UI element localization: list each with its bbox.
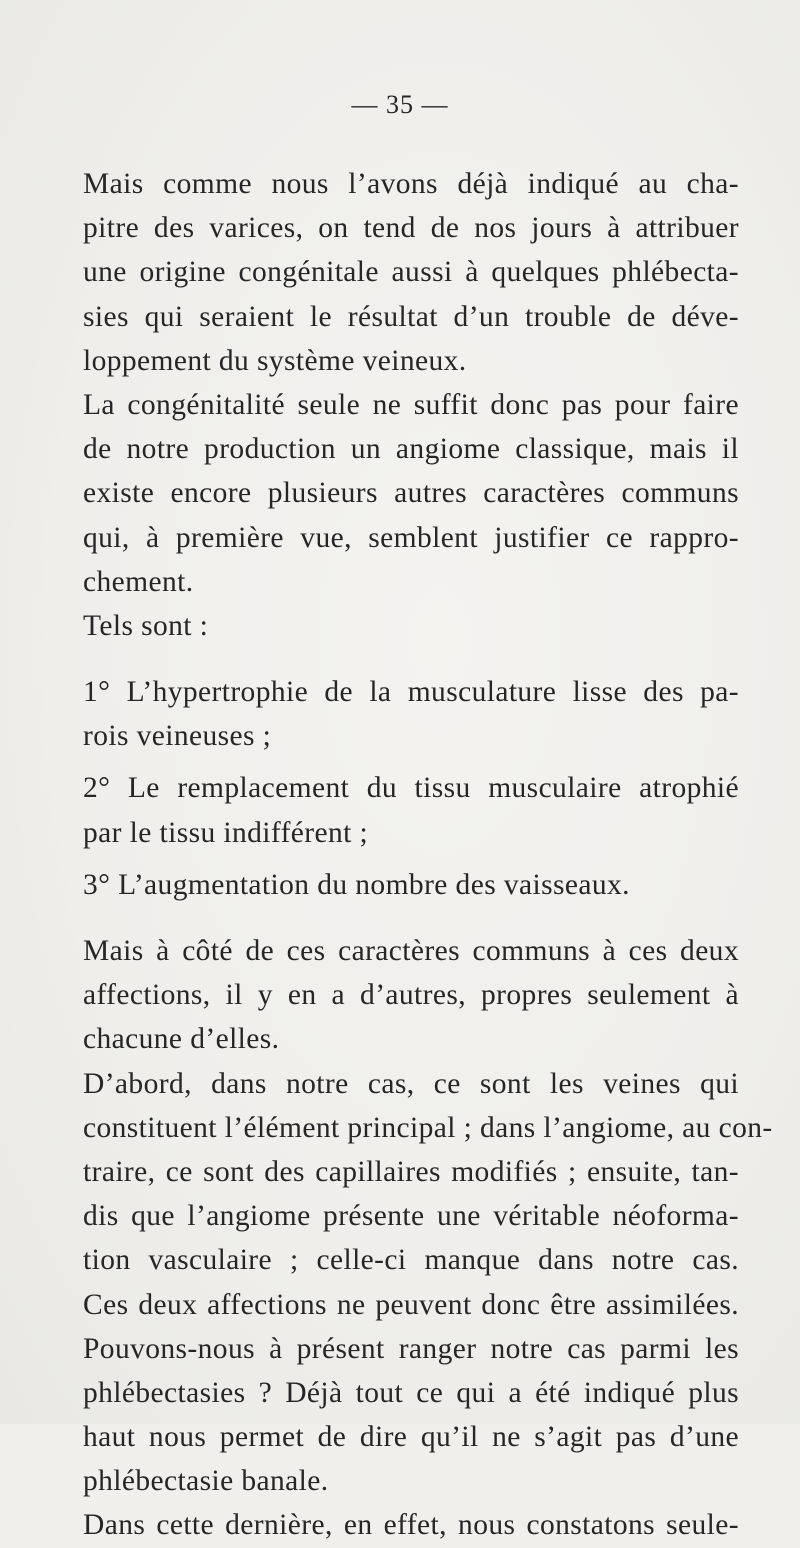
text-line: phlébectasies ? Déjà tout ce qui a été indiqué plus <box>83 1376 739 1409</box>
text-line: Ces deux affections ne peuvent donc être assimilées. <box>83 1288 739 1321</box>
text-line: La congénitalité seule ne suffit donc pas pour faire <box>83 388 739 421</box>
text-line: constituent l’élément principal ; dans l’angiome, au con- <box>83 1111 773 1144</box>
text-line: haut nous permet de dire qu’il ne s’agit pas d’une <box>83 1421 739 1454</box>
text-line: Pouvons-nous à présent ranger notre cas parmi les <box>83 1332 739 1365</box>
text-line: Tels sont : <box>83 609 209 642</box>
text-line: tion vasculaire ; celle-ci manque dans notre cas. <box>83 1244 739 1277</box>
text-line: affections, il y en a d’autres, propres seulement à <box>83 979 739 1012</box>
text-line: Mais à côté de ces caractères communs à ces deux <box>83 935 739 967</box>
list-item-continuation: rois veineuses ; <box>83 720 272 753</box>
text-line: dis que l’angiome présente une véritable néoforma- <box>83 1200 739 1233</box>
text-line: chacune d’elles. <box>83 1023 280 1056</box>
text-line: qui, à première vue, semblent justifier ce rappro- <box>83 521 739 554</box>
text-line: Dans cette dernière, en effet, nous constatons seule- <box>83 1509 739 1542</box>
list-item: 2° Le remplacement du tissu musculaire atrophié <box>83 772 739 805</box>
text-line: sies qui seraient le résultat d’un trouble de déve- <box>83 300 739 333</box>
text-line: pitre des varices, on tend de nos jours à attribuer <box>83 212 739 245</box>
text-line: loppement du système veineux. <box>83 344 467 377</box>
text-line: Mais comme nous l’avons déjà indiqué au cha- <box>83 168 739 200</box>
text-line: phlébectasie banale. <box>83 1465 329 1498</box>
text-line: une origine congénitale aussi à quelques phlébecta- <box>83 256 739 289</box>
text-line: traire, ce sont des capillaires modifiés ; ensuite, tan- <box>83 1155 739 1188</box>
list-item-continuation: par le tissu indifférent ; <box>83 816 369 849</box>
list-item: 1° L’hypertrophie de la musculature lisse des pa- <box>83 676 739 709</box>
list-item: 3° L’augmentation du nombre des vaisseaux. <box>83 868 630 901</box>
page-number: — 35 — <box>351 90 449 119</box>
text-line: de notre production un angiome classique, mais il <box>83 433 739 466</box>
text-line: chement. <box>83 565 194 598</box>
text-line: existe encore plusieurs autres caractères communs <box>83 477 739 510</box>
text-line: D’abord, dans notre cas, ce sont les veines qui <box>83 1067 739 1100</box>
body-text <box>83 162 773 1548</box>
